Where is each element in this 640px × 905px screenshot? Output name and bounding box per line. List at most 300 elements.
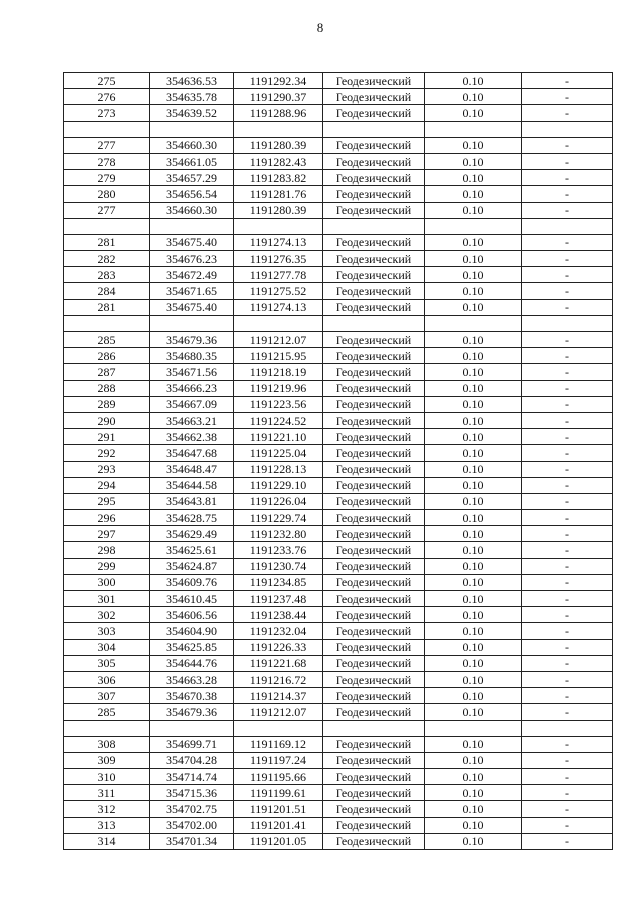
table-row xyxy=(64,558,613,574)
y-coordinate-cell: 1191219.96 xyxy=(234,380,323,396)
table-row xyxy=(64,607,613,623)
y-coordinate-cell: 1191224.52 xyxy=(234,412,323,428)
y-coordinate-cell: 1191218.19 xyxy=(234,364,323,380)
table-row xyxy=(64,704,613,720)
description-cell: - xyxy=(522,704,613,720)
table-row xyxy=(64,299,613,315)
method-cell: Геодезический xyxy=(323,186,425,202)
point-number-cell: 305 xyxy=(64,655,150,671)
x-coordinate-cell: 354644.58 xyxy=(150,477,234,493)
table-row xyxy=(64,251,613,267)
accuracy-cell: 0.10 xyxy=(425,170,522,186)
y-coordinate-cell: 1191223.56 xyxy=(234,396,323,412)
point-number-cell: 308 xyxy=(64,736,150,752)
x-coordinate-cell: 354672.49 xyxy=(150,267,234,283)
x-coordinate-cell: 354624.87 xyxy=(150,558,234,574)
y-coordinate-cell: 1191288.96 xyxy=(234,105,323,121)
table-row xyxy=(64,170,613,186)
x-coordinate-cell: 354702.00 xyxy=(150,817,234,833)
x-coordinate-cell: 354656.54 xyxy=(150,186,234,202)
table-row xyxy=(64,396,613,412)
table-row xyxy=(64,655,613,671)
accuracy-cell: 0.10 xyxy=(425,153,522,169)
method-cell: Геодезический xyxy=(323,671,425,687)
point-number-cell: 276 xyxy=(64,89,150,105)
description-cell: - xyxy=(522,234,613,250)
accuracy-cell: 0.10 xyxy=(425,105,522,121)
y-coordinate-cell: 1191226.33 xyxy=(234,639,323,655)
x-coordinate-cell xyxy=(150,121,234,137)
y-coordinate-cell: 1191277.78 xyxy=(234,267,323,283)
x-coordinate-cell: 354635.78 xyxy=(150,89,234,105)
accuracy-cell: 0.10 xyxy=(425,137,522,153)
method-cell xyxy=(323,315,425,331)
table-row xyxy=(64,234,613,250)
point-number-cell: 280 xyxy=(64,186,150,202)
table-row xyxy=(64,785,613,801)
accuracy-cell xyxy=(425,121,522,137)
method-cell: Геодезический xyxy=(323,655,425,671)
point-number-cell: 287 xyxy=(64,364,150,380)
x-coordinate-cell: 354666.23 xyxy=(150,380,234,396)
description-cell: - xyxy=(522,396,613,412)
x-coordinate-cell: 354629.49 xyxy=(150,526,234,542)
description-cell: - xyxy=(522,380,613,396)
method-cell: Геодезический xyxy=(323,510,425,526)
y-coordinate-cell: 1191229.10 xyxy=(234,477,323,493)
accuracy-cell: 0.10 xyxy=(425,623,522,639)
y-coordinate-cell: 1191233.76 xyxy=(234,542,323,558)
description-cell: - xyxy=(522,607,613,623)
method-cell: Геодезический xyxy=(323,591,425,607)
table-row xyxy=(64,542,613,558)
x-coordinate-cell: 354625.61 xyxy=(150,542,234,558)
point-number-cell: 312 xyxy=(64,801,150,817)
y-coordinate-cell: 1191221.10 xyxy=(234,429,323,445)
x-coordinate-cell: 354604.90 xyxy=(150,623,234,639)
method-cell: Геодезический xyxy=(323,558,425,574)
y-coordinate-cell: 1191290.37 xyxy=(234,89,323,105)
point-number-cell: 293 xyxy=(64,461,150,477)
method-cell: Геодезический xyxy=(323,833,425,849)
y-coordinate-cell: 1191201.51 xyxy=(234,801,323,817)
description-cell: - xyxy=(522,688,613,704)
y-coordinate-cell: 1191237.48 xyxy=(234,591,323,607)
description-cell: - xyxy=(522,429,613,445)
method-cell: Геодезический xyxy=(323,137,425,153)
point-number-cell: 292 xyxy=(64,445,150,461)
x-coordinate-cell xyxy=(150,720,234,736)
table-row xyxy=(64,688,613,704)
table-row xyxy=(64,332,613,348)
description-cell: - xyxy=(522,477,613,493)
x-coordinate-cell: 354701.34 xyxy=(150,833,234,849)
point-number-cell: 279 xyxy=(64,170,150,186)
table-separator-row xyxy=(64,218,613,234)
method-cell: Геодезический xyxy=(323,704,425,720)
y-coordinate-cell: 1191226.04 xyxy=(234,493,323,509)
coordinates-table xyxy=(63,72,613,850)
y-coordinate-cell: 1191238.44 xyxy=(234,607,323,623)
accuracy-cell: 0.10 xyxy=(425,591,522,607)
y-coordinate-cell: 1191276.35 xyxy=(234,251,323,267)
table-row xyxy=(64,736,613,752)
point-number-cell: 307 xyxy=(64,688,150,704)
x-coordinate-cell: 354667.09 xyxy=(150,396,234,412)
y-coordinate-cell: 1191275.52 xyxy=(234,283,323,299)
point-number-cell: 297 xyxy=(64,526,150,542)
method-cell: Геодезический xyxy=(323,752,425,768)
method-cell xyxy=(323,720,425,736)
y-coordinate-cell: 1191280.39 xyxy=(234,137,323,153)
point-number-cell: 304 xyxy=(64,639,150,655)
table-separator-row xyxy=(64,315,613,331)
point-number-cell: 313 xyxy=(64,817,150,833)
description-cell: - xyxy=(522,591,613,607)
point-number-cell: 299 xyxy=(64,558,150,574)
point-number-cell: 302 xyxy=(64,607,150,623)
accuracy-cell: 0.10 xyxy=(425,380,522,396)
x-coordinate-cell: 354704.28 xyxy=(150,752,234,768)
point-number-cell: 283 xyxy=(64,267,150,283)
description-cell: - xyxy=(522,251,613,267)
accuracy-cell: 0.10 xyxy=(425,445,522,461)
coordinates-table-body xyxy=(64,73,613,850)
y-coordinate-cell: 1191232.80 xyxy=(234,526,323,542)
description-cell: - xyxy=(522,801,613,817)
method-cell: Геодезический xyxy=(323,526,425,542)
y-coordinate-cell: 1191229.74 xyxy=(234,510,323,526)
description-cell: - xyxy=(522,833,613,849)
y-coordinate-cell: 1191201.41 xyxy=(234,817,323,833)
description-cell: - xyxy=(522,202,613,218)
table-row xyxy=(64,526,613,542)
table-row xyxy=(64,380,613,396)
description-cell: - xyxy=(522,736,613,752)
accuracy-cell: 0.10 xyxy=(425,671,522,687)
accuracy-cell: 0.10 xyxy=(425,493,522,509)
table-row xyxy=(64,574,613,590)
method-cell: Геодезический xyxy=(323,380,425,396)
description-cell: - xyxy=(522,137,613,153)
accuracy-cell: 0.10 xyxy=(425,769,522,785)
method-cell: Геодезический xyxy=(323,769,425,785)
description-cell: - xyxy=(522,542,613,558)
accuracy-cell: 0.10 xyxy=(425,542,522,558)
description-cell: - xyxy=(522,332,613,348)
accuracy-cell: 0.10 xyxy=(425,396,522,412)
table-row xyxy=(64,671,613,687)
point-number-cell xyxy=(64,121,150,137)
y-coordinate-cell xyxy=(234,218,323,234)
point-number-cell: 288 xyxy=(64,380,150,396)
description-cell: - xyxy=(522,574,613,590)
description-cell: - xyxy=(522,170,613,186)
point-number-cell: 286 xyxy=(64,348,150,364)
method-cell: Геодезический xyxy=(323,623,425,639)
accuracy-cell: 0.10 xyxy=(425,752,522,768)
accuracy-cell xyxy=(425,720,522,736)
x-coordinate-cell: 354663.28 xyxy=(150,671,234,687)
method-cell: Геодезический xyxy=(323,234,425,250)
description-cell xyxy=(522,720,613,736)
accuracy-cell: 0.10 xyxy=(425,574,522,590)
y-coordinate-cell: 1191234.85 xyxy=(234,574,323,590)
point-number-cell: 289 xyxy=(64,396,150,412)
accuracy-cell xyxy=(425,218,522,234)
point-number-cell: 309 xyxy=(64,752,150,768)
table-separator-row xyxy=(64,121,613,137)
y-coordinate-cell xyxy=(234,121,323,137)
table-row xyxy=(64,591,613,607)
accuracy-cell: 0.10 xyxy=(425,267,522,283)
y-coordinate-cell: 1191274.13 xyxy=(234,299,323,315)
description-cell: - xyxy=(522,299,613,315)
description-cell: - xyxy=(522,364,613,380)
description-cell: - xyxy=(522,461,613,477)
x-coordinate-cell xyxy=(150,315,234,331)
accuracy-cell: 0.10 xyxy=(425,234,522,250)
method-cell: Геодезический xyxy=(323,332,425,348)
x-coordinate-cell: 354702.75 xyxy=(150,801,234,817)
accuracy-cell: 0.10 xyxy=(425,688,522,704)
y-coordinate-cell: 1191214.37 xyxy=(234,688,323,704)
table-row xyxy=(64,105,613,121)
method-cell: Геодезический xyxy=(323,153,425,169)
x-coordinate-cell: 354676.23 xyxy=(150,251,234,267)
x-coordinate-cell: 354662.38 xyxy=(150,429,234,445)
method-cell: Геодезический xyxy=(323,785,425,801)
method-cell: Геодезический xyxy=(323,364,425,380)
method-cell: Геодезический xyxy=(323,105,425,121)
method-cell: Геодезический xyxy=(323,348,425,364)
accuracy-cell: 0.10 xyxy=(425,704,522,720)
description-cell xyxy=(522,218,613,234)
y-coordinate-cell: 1191230.74 xyxy=(234,558,323,574)
point-number-cell: 278 xyxy=(64,153,150,169)
accuracy-cell: 0.10 xyxy=(425,833,522,849)
method-cell: Геодезический xyxy=(323,429,425,445)
table-row xyxy=(64,186,613,202)
y-coordinate-cell: 1191282.43 xyxy=(234,153,323,169)
table-row xyxy=(64,73,613,89)
method-cell xyxy=(323,121,425,137)
description-cell: - xyxy=(522,655,613,671)
accuracy-cell: 0.10 xyxy=(425,801,522,817)
description-cell: - xyxy=(522,671,613,687)
table-row xyxy=(64,267,613,283)
table-row xyxy=(64,769,613,785)
point-number-cell: 295 xyxy=(64,493,150,509)
method-cell: Геодезический xyxy=(323,202,425,218)
y-coordinate-cell: 1191225.04 xyxy=(234,445,323,461)
table-row xyxy=(64,153,613,169)
table-row xyxy=(64,510,613,526)
method-cell: Геодезический xyxy=(323,639,425,655)
accuracy-cell: 0.10 xyxy=(425,429,522,445)
x-coordinate-cell: 354660.30 xyxy=(150,202,234,218)
table-row xyxy=(64,477,613,493)
y-coordinate-cell: 1191212.07 xyxy=(234,704,323,720)
table-row xyxy=(64,202,613,218)
method-cell: Геодезический xyxy=(323,299,425,315)
x-coordinate-cell: 354610.45 xyxy=(150,591,234,607)
accuracy-cell: 0.10 xyxy=(425,607,522,623)
y-coordinate-cell: 1191215.95 xyxy=(234,348,323,364)
accuracy-cell xyxy=(425,315,522,331)
x-coordinate-cell: 354680.35 xyxy=(150,348,234,364)
y-coordinate-cell xyxy=(234,720,323,736)
description-cell: - xyxy=(522,348,613,364)
point-number-cell: 311 xyxy=(64,785,150,801)
description-cell: - xyxy=(522,73,613,89)
point-number-cell: 298 xyxy=(64,542,150,558)
accuracy-cell: 0.10 xyxy=(425,639,522,655)
method-cell: Геодезический xyxy=(323,817,425,833)
x-coordinate-cell: 354699.71 xyxy=(150,736,234,752)
table-row xyxy=(64,817,613,833)
x-coordinate-cell: 354647.68 xyxy=(150,445,234,461)
description-cell: - xyxy=(522,267,613,283)
y-coordinate-cell: 1191283.82 xyxy=(234,170,323,186)
y-coordinate-cell: 1191197.24 xyxy=(234,752,323,768)
point-number-cell xyxy=(64,315,150,331)
method-cell: Геодезический xyxy=(323,89,425,105)
x-coordinate-cell: 354715.36 xyxy=(150,785,234,801)
description-cell: - xyxy=(522,817,613,833)
x-coordinate-cell: 354663.21 xyxy=(150,412,234,428)
y-coordinate-cell: 1191201.05 xyxy=(234,833,323,849)
description-cell: - xyxy=(522,639,613,655)
point-number-cell: 285 xyxy=(64,332,150,348)
description-cell: - xyxy=(522,526,613,542)
accuracy-cell: 0.10 xyxy=(425,251,522,267)
y-coordinate-cell: 1191281.76 xyxy=(234,186,323,202)
x-coordinate-cell: 354636.53 xyxy=(150,73,234,89)
y-coordinate-cell: 1191228.13 xyxy=(234,461,323,477)
table-row xyxy=(64,493,613,509)
point-number-cell: 314 xyxy=(64,833,150,849)
point-number-cell: 282 xyxy=(64,251,150,267)
x-coordinate-cell: 354671.65 xyxy=(150,283,234,299)
table-row xyxy=(64,623,613,639)
description-cell: - xyxy=(522,445,613,461)
point-number-cell: 284 xyxy=(64,283,150,299)
point-number-cell: 281 xyxy=(64,299,150,315)
point-number-cell: 301 xyxy=(64,591,150,607)
point-number-cell: 300 xyxy=(64,574,150,590)
method-cell: Геодезический xyxy=(323,267,425,283)
point-number-cell: 291 xyxy=(64,429,150,445)
point-number-cell: 310 xyxy=(64,769,150,785)
y-coordinate-cell: 1191232.04 xyxy=(234,623,323,639)
method-cell: Геодезический xyxy=(323,251,425,267)
page-number: 8 xyxy=(316,20,324,35)
accuracy-cell: 0.10 xyxy=(425,186,522,202)
table-row xyxy=(64,412,613,428)
accuracy-cell: 0.10 xyxy=(425,202,522,218)
point-number-cell xyxy=(64,218,150,234)
description-cell: - xyxy=(522,752,613,768)
table-row xyxy=(64,89,613,105)
description-cell: - xyxy=(522,283,613,299)
method-cell: Геодезический xyxy=(323,801,425,817)
accuracy-cell: 0.10 xyxy=(425,785,522,801)
table-row xyxy=(64,639,613,655)
point-number-cell: 296 xyxy=(64,510,150,526)
table-row xyxy=(64,429,613,445)
description-cell: - xyxy=(522,105,613,121)
table-row xyxy=(64,801,613,817)
point-number-cell: 277 xyxy=(64,202,150,218)
y-coordinate-cell: 1191292.34 xyxy=(234,73,323,89)
accuracy-cell: 0.10 xyxy=(425,332,522,348)
accuracy-cell: 0.10 xyxy=(425,73,522,89)
x-coordinate-cell: 354670.38 xyxy=(150,688,234,704)
accuracy-cell: 0.10 xyxy=(425,89,522,105)
table-row xyxy=(64,364,613,380)
description-cell: - xyxy=(522,623,613,639)
description-cell: - xyxy=(522,558,613,574)
y-coordinate-cell: 1191280.39 xyxy=(234,202,323,218)
x-coordinate-cell: 354675.40 xyxy=(150,234,234,250)
method-cell xyxy=(323,218,425,234)
point-number-cell: 273 xyxy=(64,105,150,121)
description-cell: - xyxy=(522,785,613,801)
description-cell: - xyxy=(522,510,613,526)
x-coordinate-cell: 354648.47 xyxy=(150,461,234,477)
description-cell: - xyxy=(522,153,613,169)
table-row xyxy=(64,833,613,849)
accuracy-cell: 0.10 xyxy=(425,477,522,493)
point-number-cell: 285 xyxy=(64,704,150,720)
x-coordinate-cell xyxy=(150,218,234,234)
table-row xyxy=(64,752,613,768)
x-coordinate-cell: 354628.75 xyxy=(150,510,234,526)
x-coordinate-cell: 354679.36 xyxy=(150,704,234,720)
accuracy-cell: 0.10 xyxy=(425,348,522,364)
method-cell: Геодезический xyxy=(323,736,425,752)
accuracy-cell: 0.10 xyxy=(425,510,522,526)
x-coordinate-cell: 354606.56 xyxy=(150,607,234,623)
accuracy-cell: 0.10 xyxy=(425,364,522,380)
x-coordinate-cell: 354609.76 xyxy=(150,574,234,590)
table-row xyxy=(64,461,613,477)
method-cell: Геодезический xyxy=(323,73,425,89)
y-coordinate-cell: 1191195.66 xyxy=(234,769,323,785)
table-row xyxy=(64,283,613,299)
accuracy-cell: 0.10 xyxy=(425,283,522,299)
description-cell xyxy=(522,315,613,331)
y-coordinate-cell: 1191274.13 xyxy=(234,234,323,250)
accuracy-cell: 0.10 xyxy=(425,655,522,671)
accuracy-cell: 0.10 xyxy=(425,412,522,428)
x-coordinate-cell: 354625.85 xyxy=(150,639,234,655)
table-row xyxy=(64,445,613,461)
description-cell xyxy=(522,121,613,137)
description-cell: - xyxy=(522,493,613,509)
table-row xyxy=(64,137,613,153)
point-number-cell: 294 xyxy=(64,477,150,493)
y-coordinate-cell: 1191169.12 xyxy=(234,736,323,752)
point-number-cell: 306 xyxy=(64,671,150,687)
x-coordinate-cell: 354661.05 xyxy=(150,153,234,169)
description-cell: - xyxy=(522,89,613,105)
accuracy-cell: 0.10 xyxy=(425,736,522,752)
accuracy-cell: 0.10 xyxy=(425,526,522,542)
method-cell: Геодезический xyxy=(323,412,425,428)
y-coordinate-cell xyxy=(234,315,323,331)
